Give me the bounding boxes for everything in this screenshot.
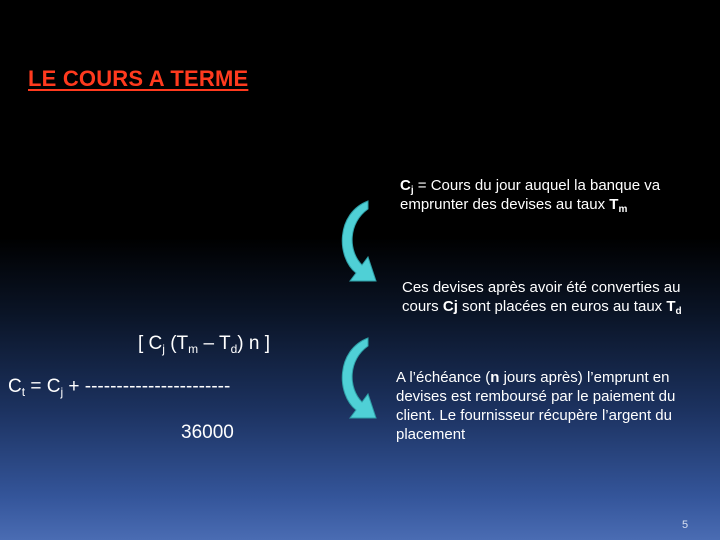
curved-down-arrow-icon [330, 195, 394, 295]
numerator-close: ) n ] [237, 333, 270, 354]
formula-ct-sub: t [21, 385, 26, 399]
formula-ct: C [8, 376, 22, 397]
note-maturity [396, 368, 716, 444]
formula-numerator [138, 333, 270, 355]
formula-main-line [8, 376, 230, 398]
numerator-mid: (T [164, 333, 189, 354]
numerator-open: [ C [138, 333, 163, 354]
note-maturity-text: A l’échéance ( [396, 369, 491, 386]
note-maturity-text2: jours après) l’emprunt en devises est remboursé par le paiement du client. Le fournisseur récupère l’argent du placement [396, 369, 676, 443]
note-placement-cj: Cj [442, 298, 458, 315]
note-cj-subscript: j [410, 185, 414, 196]
numerator-cj-sub: j [162, 342, 165, 356]
formula-eq: = C [25, 376, 61, 397]
note-placement-text2: sont placées en euros au taux [457, 298, 667, 315]
note-placement-text: Ces devises après avoir été converties au cours [402, 279, 681, 315]
note-tm-symbol: T [609, 196, 619, 213]
note-maturity-n: n [490, 369, 500, 386]
formula-cj-sub: j [60, 385, 64, 399]
note-placement [402, 278, 702, 316]
note-cj-symbol: C [400, 177, 411, 194]
slide-title: LE COURS A TERME [28, 66, 249, 91]
slide-number: 5 [682, 519, 689, 531]
curved-down-arrow-icon [330, 332, 394, 432]
note-tm-subscript: m [618, 204, 628, 215]
note-cj-text: = Cours du jour auquel la banque va emprunter des devises au taux [400, 177, 661, 213]
note-td-subscript: d [675, 306, 682, 317]
numerator-minus: – T [198, 333, 231, 354]
numerator-m-sub: m [188, 342, 199, 356]
note-td-symbol: T [666, 298, 676, 315]
formula-fraction-bar: + ----------------------- [63, 376, 231, 397]
formula-denominator: 36000 [181, 422, 234, 443]
numerator-d-sub: d [230, 342, 238, 356]
note-cj-definition [400, 176, 700, 214]
